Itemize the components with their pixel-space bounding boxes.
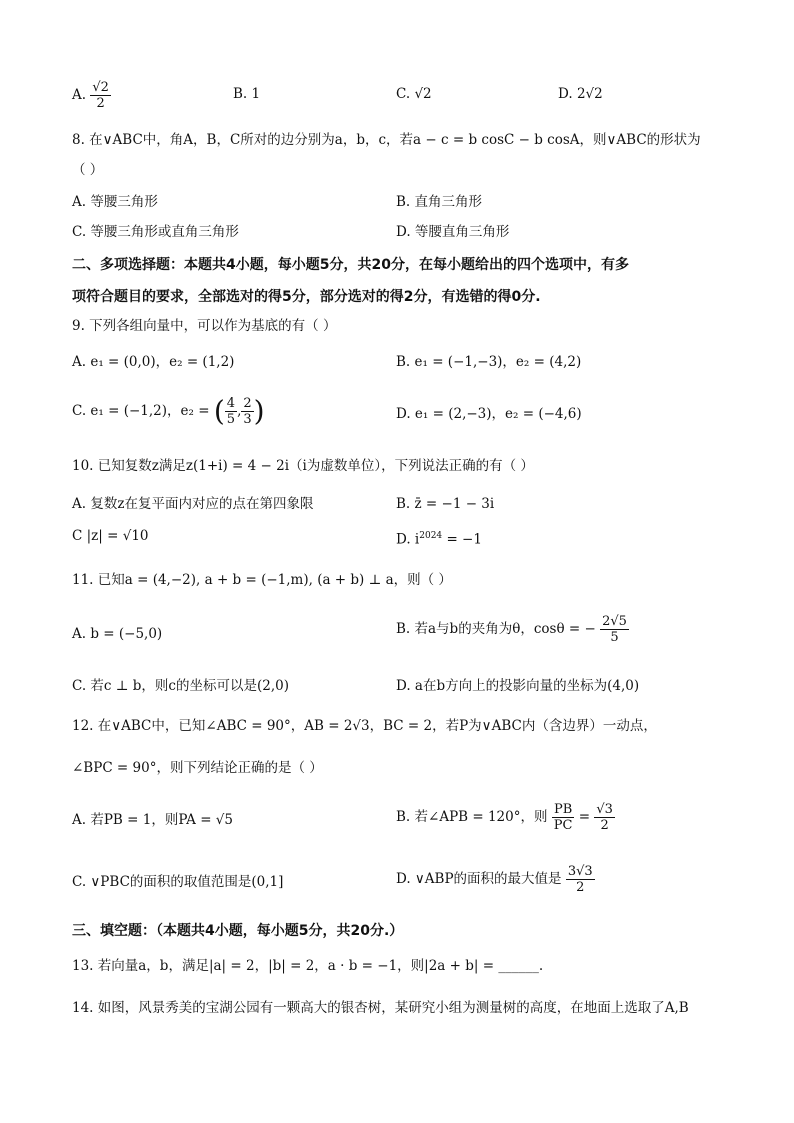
q12-option-b-value bbox=[594, 802, 615, 833]
q9-option-c-d1: 5 bbox=[226, 412, 236, 427]
q10-option-d bbox=[396, 526, 482, 550]
q9-option-c-n1: 4 bbox=[226, 396, 236, 411]
q11-option-c: C. 若c ⊥ b，则c的坐标可以是(2,0) bbox=[72, 678, 289, 694]
q9-stem: 9. 下列各组向量中，可以作为基底的有（ ） bbox=[72, 318, 337, 334]
q7-option-c-label: C. bbox=[396, 86, 411, 102]
q11-option-b-denominator: 5 bbox=[610, 630, 619, 645]
q12-option-b-value-den: 2 bbox=[600, 818, 609, 833]
q8-option-d: D. 等腰直角三角形 bbox=[396, 224, 510, 240]
q9-option-c: C. e₁ = (−1,2)，e₂ = ( $\frac{4}{5}$ , $\frac{2}{3}$ ) bbox=[72, 394, 265, 428]
q12-stem-line2: ∠BPC = 90°，则下列结论正确的是（ ） bbox=[72, 760, 323, 776]
q11-option-b-prefix: B. 若a与b的夹角为θ，cosθ = − bbox=[396, 621, 596, 637]
q8-option-a: A. 等腰三角形 bbox=[72, 194, 158, 210]
q9-option-c-rparen: ) bbox=[253, 394, 265, 428]
q8-option-b: B. 直角三角形 bbox=[396, 194, 483, 210]
q11-option-a: A. b = (−5,0) bbox=[72, 626, 163, 642]
q8-paren: （ ） bbox=[72, 162, 104, 178]
section2-heading-line2: 项符合题目的要求，全部选对的得5分，部分选对的得2分，有选错的得0分. bbox=[72, 289, 541, 305]
q12-option-b-equals: = bbox=[578, 809, 591, 825]
q10-option-d-suffix: = −1 bbox=[442, 531, 482, 548]
q10-option-c: C |z| = √10 bbox=[72, 528, 149, 544]
q12-stem-line1: 12. 在∨ABC中，已知∠ABC = 90°，AB = 2√3，BC = 2，若P为∨ABC内（含边界）一动点， bbox=[72, 718, 657, 734]
q7-option-a-denominator: 2 bbox=[96, 96, 105, 111]
q11-option-b-numerator: 2√5 bbox=[602, 614, 627, 629]
q12-option-b-ratio-num: PB bbox=[552, 802, 575, 818]
q11-option-b-fraction bbox=[600, 614, 629, 645]
section3-heading: 三、填空题：（本题共4小题，每小题5分，共20分.） bbox=[72, 923, 404, 939]
q12-option-d-fraction bbox=[566, 864, 595, 895]
q12-option-b-value-num: √3 bbox=[596, 802, 613, 817]
q9-option-c-frac1 bbox=[225, 396, 237, 427]
q12-option-b-prefix: B. 若∠APB = 120°，则 bbox=[396, 809, 548, 825]
q7-option-c-value: √2 bbox=[414, 86, 432, 102]
q12-option-d-denominator: 2 bbox=[576, 880, 585, 895]
q9-option-c-prefix: C. e₁ = (−1,2)，e₂ = bbox=[72, 403, 210, 419]
q12-option-d bbox=[396, 864, 595, 895]
q9-option-c-d2: 3 bbox=[243, 412, 252, 427]
q12-option-d-numerator: 3√3 bbox=[567, 864, 593, 879]
q9-option-c-lparen: ( bbox=[213, 394, 225, 428]
q10-option-a: A. 复数z在复平面内对应的点在第四象限 bbox=[72, 496, 314, 512]
q12-option-c: C. ∨PBC的面积的取值范围是(0,1] bbox=[72, 874, 284, 890]
q7-option-a bbox=[72, 80, 111, 111]
q10-option-b: B. z̄ = −1 − 3i bbox=[396, 496, 495, 512]
q7-option-d bbox=[558, 84, 603, 104]
q9-option-b: B. e₁ = (−1,−3)，e₂ = (4,2) bbox=[396, 354, 582, 370]
q10-option-d-exponent: 2024 bbox=[419, 531, 443, 541]
q11-option-b bbox=[396, 614, 629, 645]
q11-stem: 11. 已知a = (4,−2), a + b = (−1,m), (a + b) ⊥ a，则（ ） bbox=[72, 572, 452, 588]
q7-option-d-value: 2√2 bbox=[576, 86, 603, 102]
q12-option-b-ratio bbox=[552, 802, 575, 833]
q8-stem: 8. 在∨ABC中，角A，B，C所对的边分别为a，b，c，若a − c = b cosC − b cosA，则∨ABC的形状为 bbox=[72, 132, 701, 148]
q7-option-a-label: A. bbox=[72, 87, 87, 103]
q8-option-c: C. 等腰三角形或直角三角形 bbox=[72, 224, 239, 240]
q10-stem: 10. 已知复数z满足z(1+i) = 4 − 2i（i为虚数单位），下列说法正确的有（ ） bbox=[72, 458, 534, 474]
section2-heading-line1: 二、多项选择题：本题共4小题，每小题5分，共20分，在每小题给出的四个选项中，有多 bbox=[72, 257, 629, 273]
q7-option-a-fraction bbox=[90, 80, 111, 111]
q12-option-b bbox=[396, 802, 615, 833]
q9-option-c-n2: 2 bbox=[243, 396, 252, 411]
q7-option-a-numerator: √2 bbox=[92, 80, 109, 95]
q7-option-b: B. 1 bbox=[233, 86, 261, 102]
q10-option-d-prefix: D. i bbox=[396, 531, 420, 548]
q7-option-c bbox=[396, 84, 432, 104]
q12-option-b-ratio-den: PC bbox=[553, 818, 573, 833]
q12-option-a: A. 若PB = 1，则PA = √5 bbox=[72, 812, 233, 828]
q9-option-d: D. e₁ = (2,−3)，e₂ = (−4,6) bbox=[396, 406, 582, 422]
q12-option-d-prefix: D. ∨ABP的面积的最大值是 bbox=[396, 871, 562, 887]
q11-option-d: D. a在b方向上的投影向量的坐标为(4,0) bbox=[396, 678, 640, 694]
q13-stem: 13. 若向量a，b，满足|a| = 2，|b| = 2，a · b = −1，则|2a + b| = ______. bbox=[72, 958, 544, 974]
q9-option-a: A. e₁ = (0,0)，e₂ = (1,2) bbox=[72, 354, 235, 370]
q9-option-c-frac2 bbox=[241, 396, 253, 427]
q7-option-d-label: D. bbox=[558, 86, 573, 102]
q14-stem: 14. 如图，风景秀美的宝湖公园有一颗高大的银杏树，某研究小组为测量树的高度，在地面上选取了A,B bbox=[72, 1000, 689, 1016]
